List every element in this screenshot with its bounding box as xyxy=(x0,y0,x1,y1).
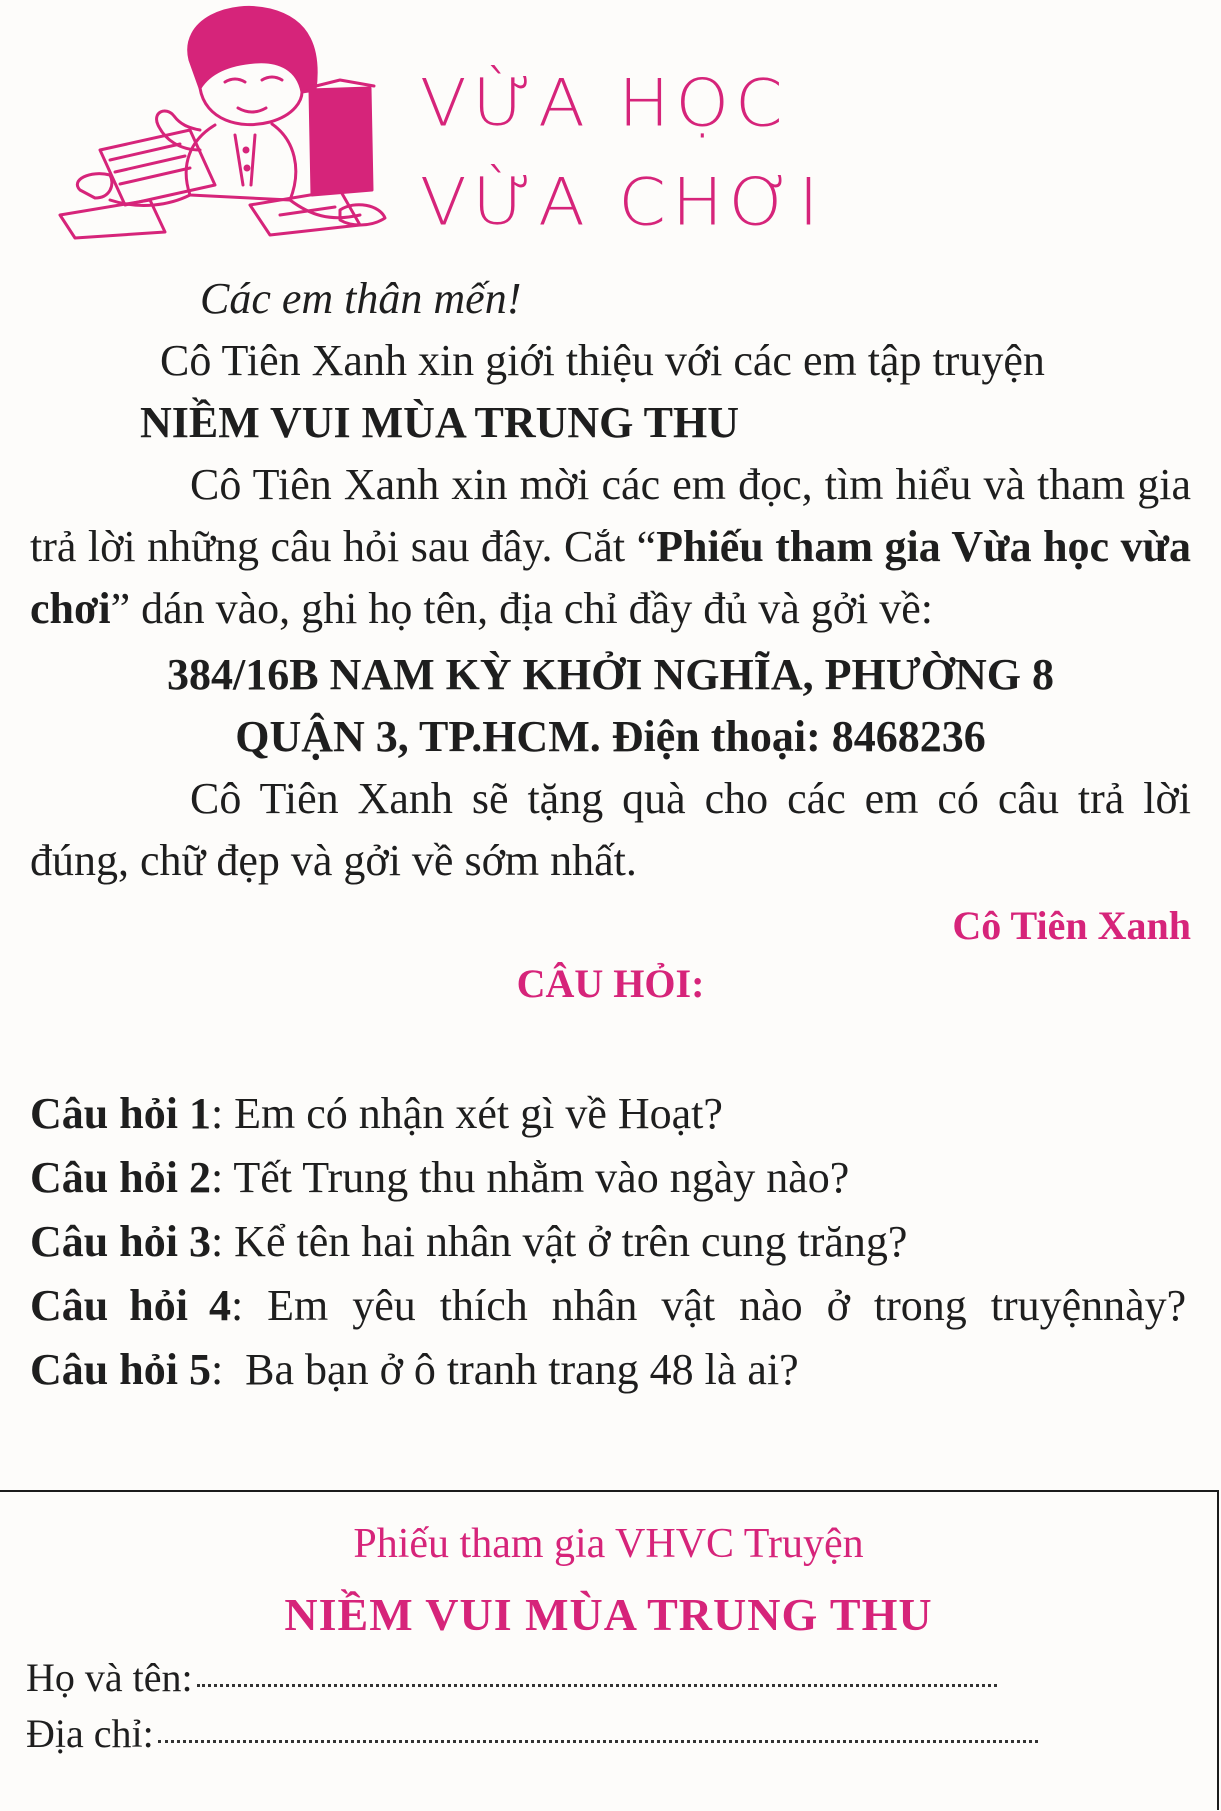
address-line-2: QUẬN 3, TP.HCM. Điện thoại: 8468236 xyxy=(235,712,986,761)
question-text: : Ba bạn ở ô tranh trang 48 là ai? xyxy=(210,1345,799,1394)
intro-paragraph-3: Cô Tiên Xanh sẽ tặng quà cho các em có câu trả lời đúng, chữ đẹp và gởi về sớm nhất. xyxy=(30,774,1191,885)
question-1 xyxy=(30,1082,1191,1146)
questions-heading: CÂU HỎI: xyxy=(516,961,705,1006)
title-line-2: VỪA CHƠI xyxy=(420,165,825,241)
question-label: Câu hỏi 1 xyxy=(30,1089,211,1138)
title-line-1: VỪA HỌC xyxy=(420,66,789,142)
name-dotted-line[interactable] xyxy=(197,1684,997,1687)
book-title: NIỀM VUI MÙA TRUNG THU xyxy=(140,398,739,447)
question-2 xyxy=(30,1146,1191,1210)
section-title xyxy=(420,55,825,253)
entry-form-box xyxy=(0,1490,1219,1810)
question-4 xyxy=(30,1274,1191,1338)
address-label: Địa chỉ: xyxy=(26,1711,154,1756)
question-text: : Em có nhận xét gì về Hoạt? xyxy=(210,1089,723,1138)
intro-paragraph-1: Cô Tiên Xanh xin giới thiệu với các em tập truyện xyxy=(160,336,1045,385)
intro-p2-a: Cô Tiên Xanh xin mời các em đọc, tìm hiểu và tham gia trả lời những câu hỏi sau đây. Cắt “ xyxy=(30,460,1191,571)
signature: Cô Tiên Xanh xyxy=(952,903,1191,948)
address-field[interactable] xyxy=(26,1710,1038,1757)
questions-list xyxy=(30,1082,1191,1402)
question-text: : Em yêu thích nhân vật nào ở trong truyện xyxy=(230,1281,1104,1330)
form-book-title: NIỀM VUI MÙA TRUNG THU xyxy=(284,1589,933,1640)
question-5 xyxy=(30,1338,1191,1402)
intro-section xyxy=(30,268,1191,1012)
question-label: Câu hỏi 4 xyxy=(30,1281,231,1330)
question-3 xyxy=(30,1210,1191,1274)
question-label: Câu hỏi 2 xyxy=(30,1153,211,1202)
question-text-continued: này? xyxy=(1103,1281,1187,1330)
question-text: : Kể tên hai nhân vật ở trên cung trăng? xyxy=(210,1217,908,1266)
intro-p2-bold: Phiếu tham gia Vừa học vừa chơi xyxy=(30,522,1191,633)
question-label: Câu hỏi 3 xyxy=(30,1217,211,1266)
address-dotted-line[interactable] xyxy=(158,1740,1038,1743)
intro-paragraph-2 xyxy=(30,454,1191,640)
address-line-1: 384/16B NAM KỲ KHỞI NGHĨA, PHƯỜNG 8 xyxy=(167,650,1054,699)
name-field[interactable] xyxy=(26,1654,997,1701)
child-reading-illustration xyxy=(40,0,410,240)
intro-p2-b: ” dán vào, ghi họ tên, địa chỉ đầy đủ và gởi về: xyxy=(110,584,933,633)
greeting: Các em thân mến! xyxy=(200,274,522,323)
question-label: Câu hỏi 5 xyxy=(30,1345,211,1394)
question-text: : Tết Trung thu nhằm vào ngày nào? xyxy=(210,1153,850,1202)
form-title: Phiếu tham gia VHVC Truyện xyxy=(353,1521,864,1567)
name-label: Họ và tên: xyxy=(26,1655,193,1700)
